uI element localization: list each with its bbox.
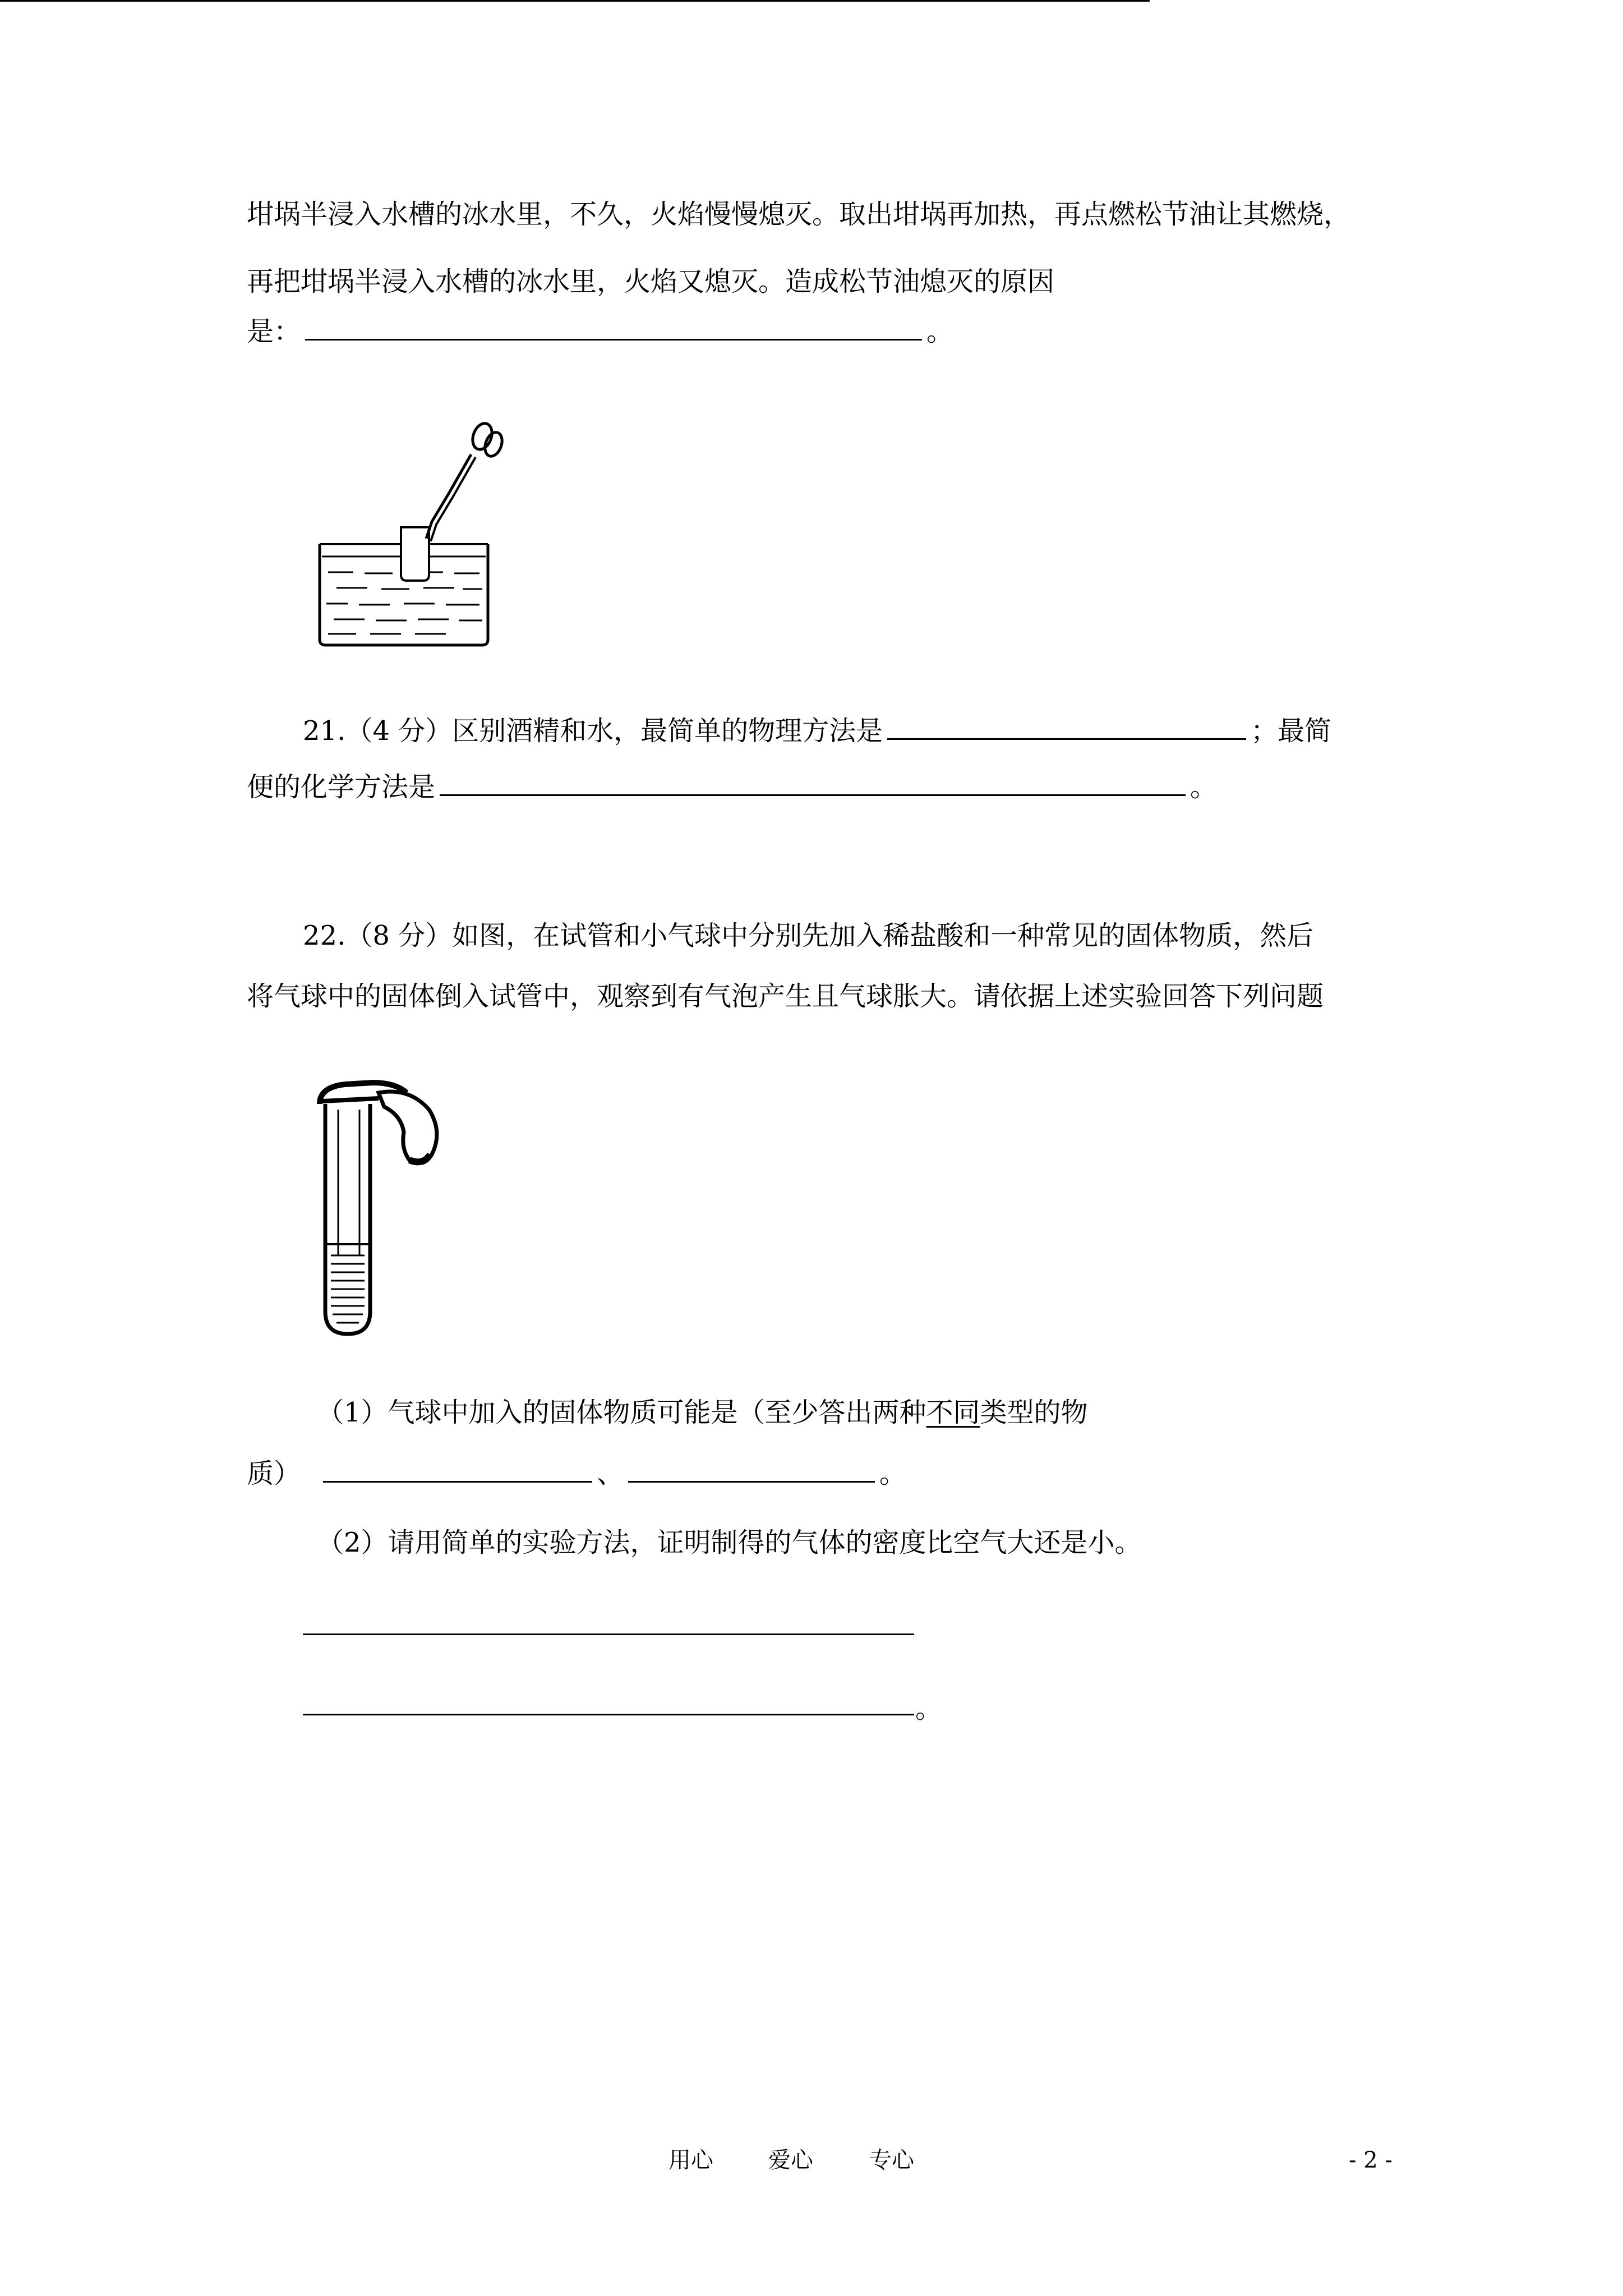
answer-blank-q21-physical[interactable]: [887, 711, 1246, 740]
answer-blank-q20[interactable]: [305, 312, 922, 341]
crucible-trough-figure: [314, 409, 505, 656]
q21-line2: 便的化学方法是 。: [247, 767, 1217, 804]
answer-blank-q21-chemical[interactable]: [440, 767, 1186, 796]
footer-motto-2: 爱心: [768, 2147, 813, 2173]
q22-line1: 22.（8 分）如图，在试管和小气球中分别先加入稀盐酸和一种常见的固体物质，然后: [303, 920, 1314, 951]
q20-line3: 是： 。: [247, 312, 953, 348]
q21-line1: 21.（4 分）区别酒精和水，最简单的物理方法是 ；最简: [303, 711, 1331, 748]
q22-sub1-line1: （1）气球中加入的固体物质可能是（至少答出两种不同类型的物: [317, 1397, 1088, 1428]
q20-line1: 坩埚半浸入水槽的冰水里，不久，火焰慢慢熄灭。取出坩埚再加热，再点燃松节油让其燃烧，: [247, 199, 1351, 230]
footer-motto-3: 专心: [869, 2147, 914, 2173]
q22-sub1-line2: 质） 、 。: [247, 1454, 906, 1490]
answer-blank-q22-solid-2[interactable]: [628, 1454, 875, 1483]
q22-sub2-question: （2）请用简单的实验方法，证明制得的气体的密度比空气大还是小。: [317, 1527, 1142, 1558]
answer-blank-q22-solid-1[interactable]: [323, 1454, 592, 1483]
q22-sub2-end: 。: [915, 1693, 943, 1724]
answer-line-q22-sub2-1[interactable]: [303, 1634, 914, 1635]
footer-motto-1: 用心: [668, 2147, 713, 2173]
answer-line-q22-sub2-2[interactable]: [303, 1714, 914, 1715]
q22-line2: 将气球中的固体倒入试管中，观察到有气泡产生且气球胀大。请依据上述实验回答下列问题: [247, 981, 1324, 1012]
q20-line2: 再把坩埚半浸入水槽的冰水里，火焰又熄灭。造成松节油熄灭的原因: [247, 266, 1055, 297]
test-tube-balloon-figure: [311, 1076, 451, 1340]
page-number: - 2 -: [1349, 2147, 1393, 2173]
header-rule: [0, 0, 1150, 2]
